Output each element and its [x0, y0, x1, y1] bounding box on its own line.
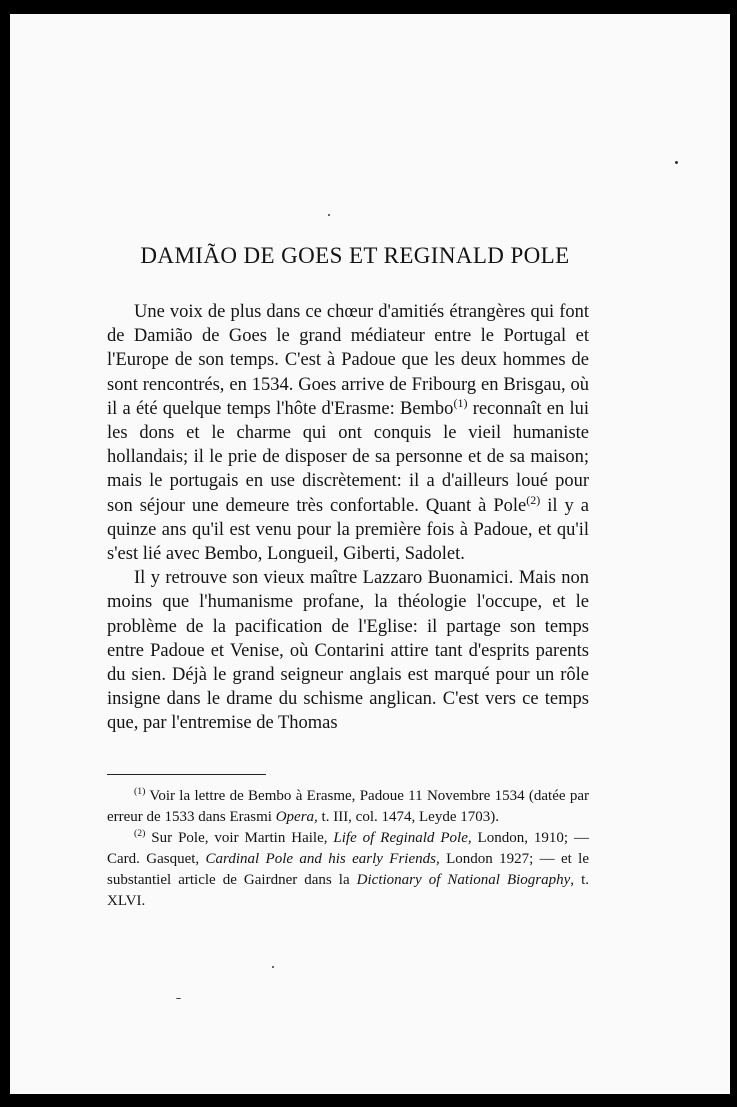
footnote-separator [107, 774, 266, 775]
body-text [107, 300, 589, 736]
footnote-ref-2[interactable]: (2) [526, 492, 541, 507]
footnote-1: $^{(1)}$ Voir la lettre de Bembo à Erasme, Padoue 11 Novembre 1534 (datée par erreur de 1533 dans Erasmi Opera, t. III, col. 1474, Leyde 1703). [107, 786, 589, 825]
footnote-marker-1: (1) [134, 786, 146, 797]
print-speck [328, 214, 330, 216]
footnote-ref-1[interactable]: (1) [453, 395, 468, 410]
paragraph-2: Il y retrouve son vieux maître Lazzaro Buonamici. Mais non moins que l'humanisme profane, la théologie l'occupe, et le problème de la pacification de l'Eglise: il partage son temps entre Padoue et Venise, où Contarini attire tant d'esprits parents du sien. Déjà le grand seigneur anglais est marqué pour un rôle insigne dans le drame du schisme anglican. C'est vers ce temps que, par l'entremise de Thomas [107, 568, 589, 734]
print-speck [675, 161, 678, 164]
footnote-2: $^{(2)}$ Sur Pole, voir Martin Haile, Life of Reginald Pole, London, 1910; — Card. Gasquet, Cardinal Pole and his early Friends, London 1927; — et le substantiel article de Gairdner dans la Dictionary of National Biography, t. XLVI. [107, 828, 590, 909]
footnote-marker-2: (2) [134, 828, 146, 839]
print-speck [272, 966, 274, 968]
print-speck [176, 998, 181, 999]
paragraph-1: Une voix de plus dans ce chœur d'amitiés étrangères qui font de Damião de Goes le grand médiateur entre le Portugal et l'Europe de son temps. C'est à Padoue que les deux hommes de sont rencontrés, en 1534. Goes arrive de Fribourg en Brisgau, où il a été quelque temps l'hôte d'Erasme: Bembo$^{(1)}$ reconnaît en lui les dons et le charme qui ont conquis le vieil humaniste hollandais; il le prie de disposer de sa personne et de sa maison; mais le portugais en use discrètement: il a d'ailleurs loué pour son séjour une demeure très confortable. Quant à Pole$^{(2)}$ il y a quinze ans qu'il est venu pour la première fois à Padoue, et qu'il s'est lié avec Bembo, Longueil, Giberti, Sadolet. [107, 302, 589, 565]
chapter-title: DAMIÃO DE GOES ET REGINALD POLE [140, 243, 570, 268]
page-sheet [10, 14, 730, 1094]
footnotes [107, 786, 589, 912]
